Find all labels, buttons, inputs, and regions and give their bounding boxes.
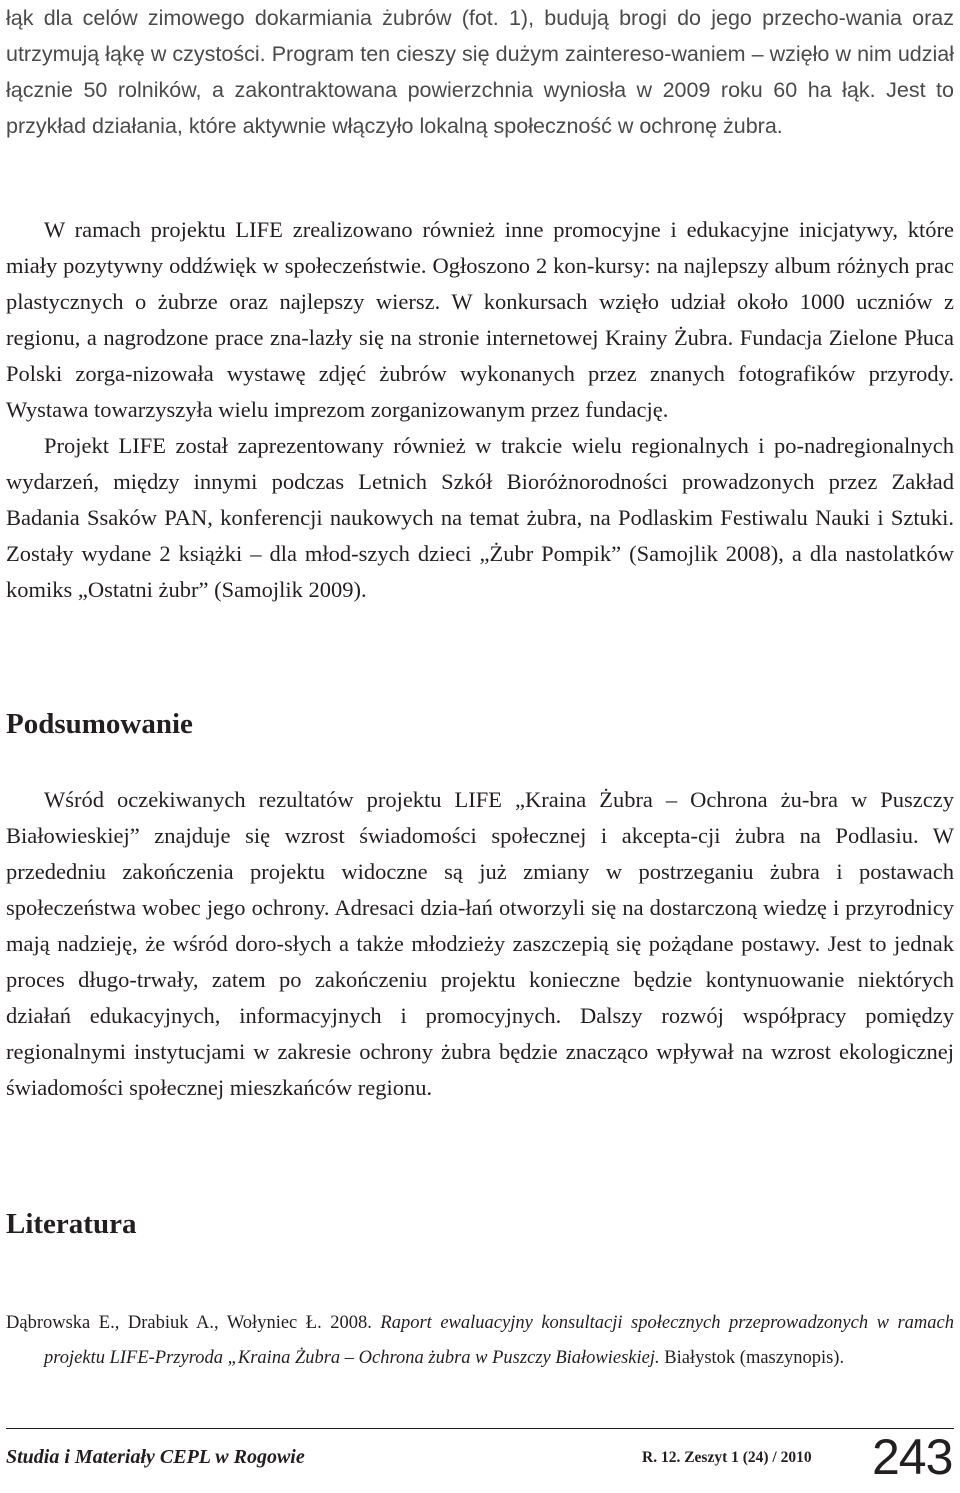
literature-heading: Literatura [6, 1208, 137, 1240]
reference-entry [6, 1306, 954, 1376]
summary-paragraph: Wśród oczekiwanych rezultatów projektu LIFE „Kraina Żubra – Ochrona żu-bra w Puszczy Białowieskiej” znajduje się wzrost świadomości społecznej i akcepta-cji żubra na Podlasiu. W przededniu zakończenia projektu widoczne są już zmiany w postrzeganiu żubra i postawach społeczeństwa wobec jego ochrony. Adresaci dzia-łań otworzyli się na dostarczoną wiedzę i przyrodnicy mają nadzieję, że wśród doro-słych a także młodzieży zaszczepią się pożądane postawy. Jest to jednak proces długo-trwały, zatem po zakończeniu projektu konieczne będzie kontynuowanie niektórych działań edukacyjnych, informacyjnych i promocyjnych. Dalszy rozwój współpracy pomiędzy regionalnymi instytucjami w zakresie ochrony żubra będzie znacząco wpływał na wzrost ekologicznej świadomości społecznej mieszkańców regionu. [6, 787, 954, 1100]
footer-rule [6, 1428, 954, 1429]
reference-tail: Białystok (maszynopis). [659, 1347, 845, 1368]
intro-paragraph: łąk dla celów zimowego dokarmiania żubrów (fot. 1), budują brogi do jego przecho-wania oraz utrzymują łąkę w czystości. Program ten cieszy się dużym zaintereso-waniem – wzięło w nim udział łącznie 50 rolników, a zakontraktowana powierzchnia wyniosła w 2009 roku 60 ha łąk. Jest to przykład działania, które aktywnie włączyło lokalną społeczność w ochronę żubra. [6, 6, 954, 138]
footer-journal-title: Studia i Materiały CEPL w Rogowie [6, 1446, 305, 1468]
footer-issue: R. 12. Zeszyt 1 (24) / 2010 [642, 1449, 812, 1466]
summary-heading: Podsumowanie [6, 708, 193, 740]
life-paragraph: W ramach projektu LIFE zrealizowano również inne promocyjne i edukacyjne inicjatywy, które miały pozytywny oddźwięk w społeczeństwie. Ogłoszono 2 kon-kursy: na najlepszy album różnych prac plastycznych o żubrze oraz najlepszy wiersz. W konkursach wzięło udział około 1000 uczniów z regionu, a nagrodzone prace zna-lazły się na stronie internetowej Krainy Żubra. Fundacja Zielone Płuca Polski zorga-nizowała wystawę zdjęć żubrów wykonanych przez znanych fotografików przyrody. Wystawa towarzyszyła wielu imprezom zorganizowanym przez fundację. [6, 217, 954, 422]
reference-title: Raport ewaluacyjny konsultacji społecznych przeprowadzonych w ramach projektu LIFE-Przyroda „Kraina Żubra – Ochrona żubra w Puszczy Białowieskiej. [44, 1312, 954, 1368]
page-number: 243 [872, 1429, 953, 1485]
reference-authors: Dąbrowska E., Drabiuk A., Wołyniec Ł. 2008. [6, 1312, 381, 1333]
life-section [6, 212, 954, 608]
project-paragraph: Projekt LIFE został zaprezentowany również w trakcie wielu regionalnych i po-nadregionalnych wydarzeń, między innymi podczas Letnich Szkół Bioróżnorodności prowadzonych przez Zakład Badania Ssaków PAN, konferencji naukowych na temat żubra, na Podlaskim Festiwalu Nauki i Sztuki. Zostały wydane 2 książki – dla młod-szych dzieci „Żubr Pompik” (Samojlik 2008), a dla nastolatków komiks „Ostatni żubr” (Samojlik 2009). [6, 433, 954, 602]
